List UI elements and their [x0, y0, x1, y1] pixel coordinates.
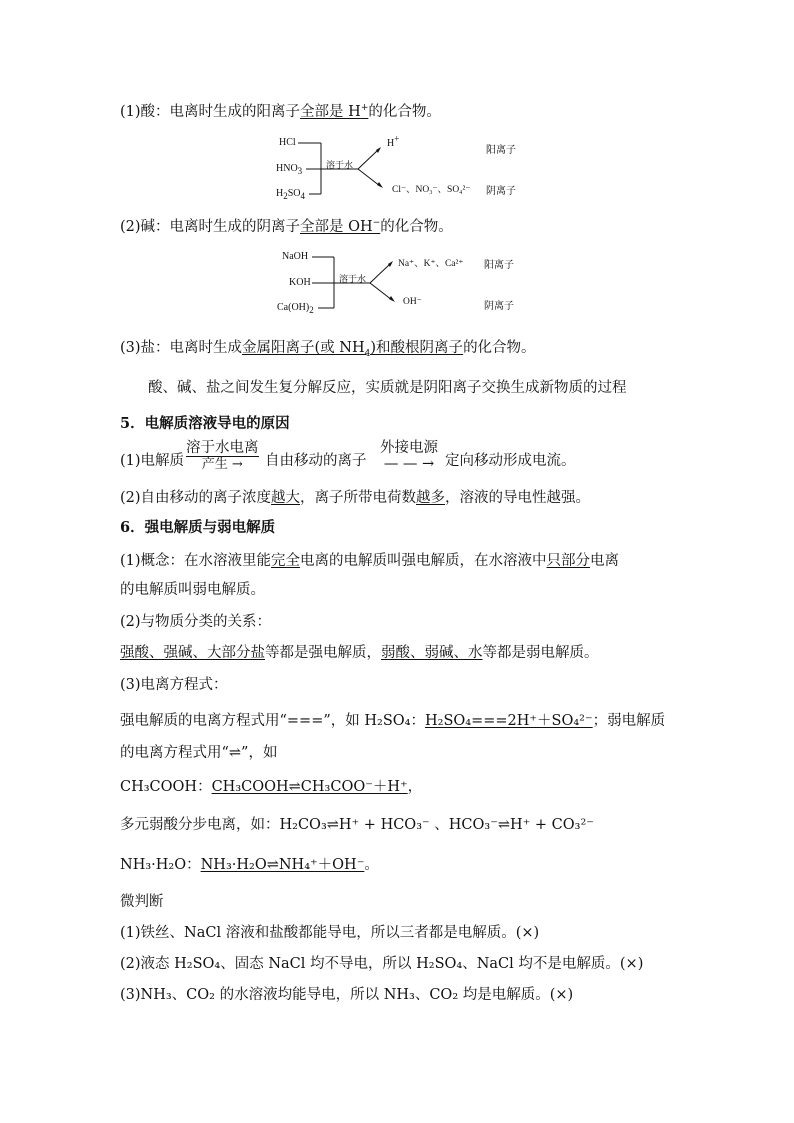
- classification-line: 强酸、强碱、大部分盐等都是强电解质，弱酸、弱碱、水等都是弱电解质。: [120, 645, 599, 661]
- judge-item-3: (3)NH₃、CO₂ 的水溶液均能导电，所以 NH₃、CO₂ 均是电解质。(×): [120, 987, 574, 1003]
- strong-equation-line: 强电解质的电离方程式用“===”，如 H₂SO₄：H₂SO₄===2H⁺＋SO₄²⁻；弱电解质: [120, 713, 666, 729]
- concept-line-1: (1)概念：在水溶液里能完全电离的电解质叫强电解质，在水溶液中只部分电离: [120, 553, 620, 569]
- salt-definition: (3)盐：电离时生成金属阳离子(或 $NH_4$)和酸根阴离子的化合物。: [120, 340, 536, 359]
- judge-item-2: (2)液态 H₂SO₄、固态 NaCl 均不导电，所以 H₂SO₄、NaCl 均不是电解质。(×): [120, 956, 644, 972]
- metathesis-note: 酸、碱、盐之间发生复分解反应，实质就是阴阳离子交换生成新物质的过程: [148, 380, 627, 396]
- ammonia-equation: NH₃·H₂O：NH₃·H₂O⇌NH₄⁺＋OH⁻。: [120, 857, 379, 873]
- section-5-title: 5．电解质溶液导电的原因: [120, 415, 290, 432]
- weak-equation-intro: 的电离方程式用“⇌”，如: [120, 745, 278, 761]
- conduction-process: (1)电解质: [120, 453, 185, 469]
- conductivity-factors: (2)自由移动的离子浓度越大，离子所带电荷数越多，溶液的导电性越强。: [120, 490, 591, 506]
- judge-item-1: (1)铁丝、NaCl 溶液和盐酸都能导电，所以三者都是电解质。(×): [120, 925, 540, 941]
- equation-title: (3)电离方程式：: [120, 677, 228, 693]
- classification-title: (2)与物质分类的关系：: [120, 614, 272, 630]
- acetic-acid-equation: CH₃COOH：CH₃COOH⇌CH₃COO⁻＋H⁺，: [120, 779, 423, 795]
- power-arrow: 外接电源 — — →: [380, 440, 438, 472]
- section-6-title: 6．强电解质与弱电解质: [120, 519, 276, 536]
- base-diagram-lines: [0, 0, 794, 330]
- judge-title: 微判断: [120, 894, 164, 910]
- polyprotic-acid-equation: 多元弱酸分步电离，如：H₂CO₃⇌H⁺ + HCO₃⁻ 、HCO₃⁻⇌H⁺ + CO₃²⁻: [120, 817, 594, 833]
- ionize-arrow: 溶于水电离 产生 →: [186, 440, 259, 472]
- concept-line-2: 的电解质叫弱电解质。: [120, 582, 265, 598]
- base-definition: (2)碱：电离时生成的阴离子全部是 OH−的化合物。: [120, 218, 453, 235]
- acid-definition: (1)酸：电离时生成的阳离子全部是 H+的化合物。: [120, 103, 441, 120]
